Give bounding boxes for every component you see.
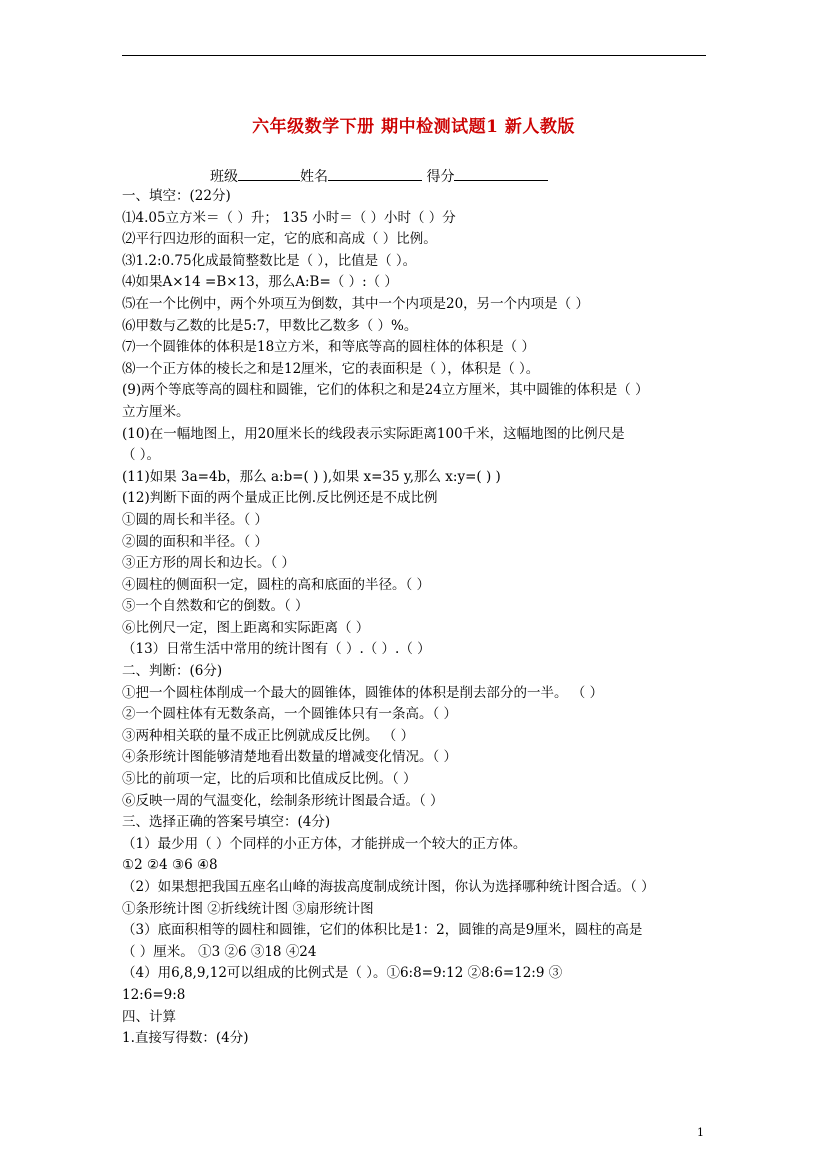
text-line: ⑵平行四边形的面积一定，它的底和高成（ ）比例。 [122,231,437,248]
text-line: ②圆的面积和半径。（ ） [122,533,269,550]
text-line: （3）底面积相等的圆柱和圆锥，它们的体积比是1：2，圆锥的高是9厘米，圆柱的高是 [122,922,643,939]
text-line: 1.直接写得数：(4分) [122,1030,249,1047]
text-line: ⑥反映一周的气温变化，绘制条形统计图最合适。（ ） [122,792,444,809]
text-line: (12)判断下面的两个量成正比例.反比例还是不成比例 [122,490,438,507]
text-line: ⑶1.2:0.75化成最简整数比是（ ），比值是（ ）。 [122,252,417,269]
name-blank [328,166,422,181]
text-line: ④条形统计图能够清楚地看出数量的增减变化情况。（ ） [122,749,458,766]
student-info-row [210,166,548,186]
class-label: 班级 [210,169,238,185]
text-line: （2）如果想把我国五座名山峰的海拔高度制成统计图，你认为选择哪种统计图合适。（ ） [122,879,655,895]
text-line: （ ）厘米。 ①3 ②6 ③18 ④24 [122,943,317,960]
text-line: ②一个圆柱体有无数条高，一个圆锥体只有一条高。（ ） [122,706,458,723]
page-number: 1 [697,1126,704,1139]
text-line: (11)如果 3a=4b，那么 a:b=( ) ),如果 x=35 y,那么 x:y=( ) ) [122,468,501,485]
text-line: ⑸在一个比例中，两个外项互为倒数，其中一个内项是20，另一个内项是（ ） [122,295,589,312]
document-title: 六年级数学下册 期中检测试题1 新人教版 [252,117,575,137]
class-blank [238,166,300,181]
text-line: ⑹甲数与乙数的比是5:7，甲数比乙数多（ ）%。 [122,317,418,334]
text-line: ③正方形的周长和边长。（ ） [122,555,296,572]
text-line: ④圆柱的侧面积一定，圆柱的高和底面的半径。（ ） [122,576,431,593]
name-label: 姓名 [300,169,328,185]
score-blank [454,166,548,181]
text-line: ⑤一个自然数和它的倒数。（ ） [122,598,309,615]
text-line: 一、填空：(22分) [122,188,231,204]
exam-questions [122,186,712,1050]
text-line: 二、判断：(6分) [122,663,223,680]
text-line: (10)在一幅地图上，用20厘米长的线段表示实际距离100千米，这幅地图的比例尺是 [122,425,625,442]
text-line: （13）日常生活中常用的统计图有（ ）.（ ）.（ ） [122,641,431,658]
text-line: ③两种相关联的量不成正比例就成反比例。 （ ） [122,727,415,744]
text-line: ①圆的周长和半径。（ ） [122,511,269,528]
text-line: （1）最少用（ ）个同样的小正方体，才能拼成一个较大的正方体。 [122,835,527,852]
text-line: 立方厘米。 [122,403,190,420]
text-line: ⑥比例尺一定，图上距离和实际距离（ ） [122,619,370,636]
text-line: 三、选择正确的答案号填空：(4分) [122,814,331,831]
text-line: ①条形统计图 ②折线统计图 ③扇形统计图 [122,900,374,917]
text-line: 12:6=9:8 [122,986,186,1003]
text-line: ⑴4.05立方米＝（ ）升； 135 小时＝（ ）小时（ ）分 [122,209,456,226]
text-line: ①2 ②4 ③6 ④8 [122,857,218,874]
score-label: 得分 [426,169,455,185]
header-rule [122,55,706,56]
text-line: (9)两个等底等高的圆柱和圆锥，它们的体积之和是24立方厘米，其中圆锥的体积是（ ） [122,382,649,399]
text-line: ⑤比的前项一定，比的后项和比值成反比例。（ ） [122,771,417,788]
text-line: ⑺一个圆锥体的体积是18立方米，和等底等高的圆柱体的体积是（ ） [122,339,535,356]
text-line: ①把一个圆柱体削成一个最大的圆锥体，圆锥体的体积是削去部分的一半。 （ ） [122,684,604,701]
text-line: ⑷如果A×14 =B×13，那么A:B=（ ）:（ ） [122,274,398,291]
text-line: （4）用6,8,9,12可以组成的比例式是（ ）。①6:8=9:12 ②8:6=12:9 ③ [122,965,563,982]
text-line: 四、计算 [122,1008,176,1025]
text-line: （ ）。 [122,447,161,464]
text-line: ⑻一个正方体的棱长之和是12厘米，它的表面积是（ ），体积是（ ）。 [122,360,540,377]
